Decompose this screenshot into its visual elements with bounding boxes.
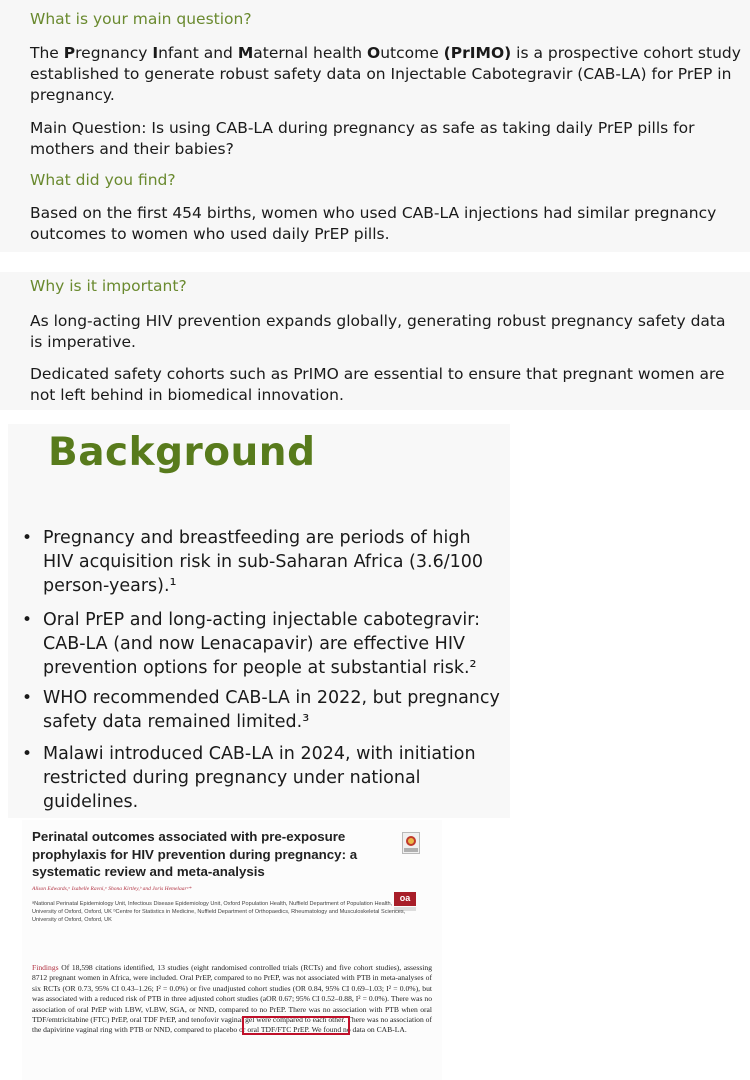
- main-question-heading: What is your main question?: [30, 10, 252, 28]
- background-slide: [8, 424, 510, 818]
- findings-label: Findings: [32, 963, 59, 972]
- paper-excerpt: [22, 820, 442, 1080]
- bullet-marker: •: [22, 528, 33, 548]
- bullet-text: Pregnancy and breastfeeding are periods of high HIV acquisition risk in sub-Saharan Africa (3.6/100 person-years).¹: [43, 528, 483, 596]
- paper-affiliations: ᵃNational Perinatal Epidemiology Unit, Infectious Disease Epidemiology Unit, Oxford Population Health, Nuffield Department of Population Health, University of Oxford, Oxford, UK ᵇCentre for Statistics in Medicine, Nuffield Department of Orthopaedics, Rheumatology and Musculoskeletal Sciences, University of Oxford, Oxford, UK: [32, 901, 406, 923]
- bullet-marker: •: [22, 744, 33, 764]
- background-title: Background: [48, 430, 316, 475]
- open-access-icon: oa: [394, 892, 416, 906]
- paper-title: Perinatal outcomes associated with pre-exposure prophylaxis for HIV prevention during pregnancy: a systematic review and meta-analysis: [32, 829, 358, 879]
- findings-text: Based on the first 454 births, women who used CAB-LA injections had similar pregnancy outcomes to women who used daily PrEP pills.: [30, 204, 717, 243]
- bullet-marker: •: [22, 610, 33, 630]
- findings-body: Of 18,598 citations identified, 13 studies (eight randomised controlled trials (RCTs) and five cohort studies), assessing 8712 pregnant women in Africa, were included. Oral PrEP, compared to no PrEP, was not associated with PTB in meta-analyses of six RCTs (OR 0.73, 95% CI 0.43–1.26; I² = 0.0%) or five unadjusted cohort studies (OR 0.84, 95% CI 0.69–1.03; I² = 0.0%), but was associated with a reduced risk of PTB in three adjusted cohort studies (aOR 0.67; 95% CI 0.52–0.88, I² = 0.0%). There was no association of oral PrEP with LBW, vLBW, SGA, or NND, compared to no PrEP. There was no association with PTB when oral TDF/emtricitabine (FTC) PrEP, oral TDF PrEP, and tenofovir vaginal gel were compared to each other. There was no association of the dapivirine vaginal ring with PTB or NND, compared to placebo or oral TDF/FTC PrEP.: [32, 963, 432, 1035]
- importance-heading: Why is it important?: [30, 277, 187, 295]
- findings-highlight: We found no data on CAB-LA.: [311, 1025, 407, 1035]
- bullet-marker: •: [22, 688, 33, 708]
- bullet-text: WHO recommended CAB-LA in 2022, but pregnancy safety data remained limited.³: [43, 688, 500, 732]
- main-question-text: Main Question: Is using CAB-LA during pregnancy as safe as taking daily PrEP pills for mothers and their babies?: [30, 119, 695, 158]
- findings-heading: What did you find?: [30, 171, 176, 189]
- study-intro: The Pregnancy Infant and Maternal health Outcome (PrIMO) is a prospective cohort study established to generate robust safety data on Injectable Cabotegravir (CAB-LA) for PrEP in pregnancy.: [30, 44, 741, 104]
- bullet-text: Malawi introduced CAB-LA in 2024, with initiation restricted during pregnancy under national guidelines.: [43, 744, 476, 812]
- importance-text-1: As long-acting HIV prevention expands globally, generating robust pregnancy safety data is imperative.: [30, 312, 726, 351]
- paper-authors: Alison Edwards,ᵃ Isabelle Ravni,ᵃ Shona Kirtley,ᵇ and Joris Hemelaarᵃ*: [32, 886, 192, 892]
- importance-text-2: Dedicated safety cohorts such as PrIMO are essential to ensure that pregnant women are not left behind in biomedical innovation.: [30, 365, 725, 404]
- paper-findings: [32, 963, 432, 1036]
- bullet-text: Oral PrEP and long-acting injectable cabotegravir: CAB-LA (and now Lenacapavir) are effective HIV prevention options for people at substantial risk.²: [43, 610, 481, 678]
- divider-band: [0, 252, 750, 272]
- summary-section: [0, 0, 750, 410]
- highlight-box: [242, 1016, 350, 1035]
- crossmark-icon: [402, 832, 420, 854]
